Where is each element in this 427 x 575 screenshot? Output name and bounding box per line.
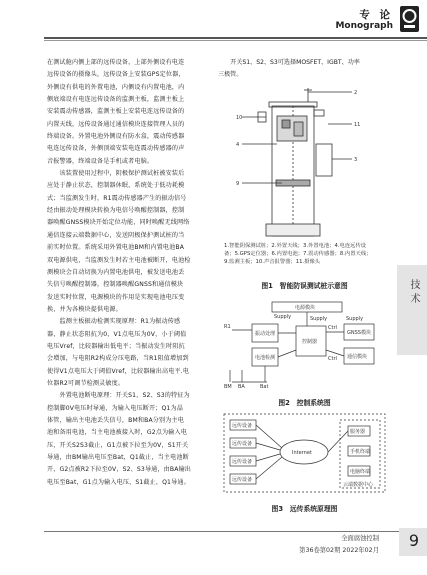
fig1-label-11: 11: [354, 122, 361, 128]
body-text-line: 监测主板振动检测实现原理：R1为振动传感: [47, 318, 181, 326]
fig1-label-2: 2: [354, 90, 358, 96]
fig1-label-10: 10: [236, 115, 243, 121]
fig2-ctrl-label: Ctrl: [328, 356, 337, 362]
fig2-battery-detect-label: 电池检测: [255, 355, 276, 361]
body-text-line: 式；当监测发生时，R1震动传感器产生的振动信号: [47, 194, 187, 202]
body-text-line: 前实时位置。系统采用外置电池BM和内置电池BA: [47, 244, 185, 252]
fig2-comm-label: 通信模块: [347, 354, 368, 360]
fig3-server-label: 服务器: [350, 429, 366, 435]
body-text-line: 侧底端设有电连远传设备的监测主板，监测主板上: [47, 96, 185, 104]
body-text-line: 换，并为各模块提供电源。: [47, 305, 122, 313]
figure-3-caption: 图3 远传系统原理图: [271, 505, 338, 513]
fig2-vibration-label: 振动处理: [255, 331, 276, 337]
body-text-line: 控制脚0V电压时导通，为输入电压断开；Q1为晶: [47, 404, 183, 412]
fig3-device-label: 远传设备: [232, 441, 253, 447]
footer-rule: [44, 531, 427, 532]
body-text-line: 使得V1点电压大于阈值Vref，比较器输出高电平.电: [47, 367, 190, 375]
body-text-line: 体管，输出主电池丢失信号，BM和BA分别为主电: [47, 416, 185, 424]
fig1-legend-line: 备；5.GPS定位器；6.内置电池；7.震动传感器；8.内置天线；: [224, 251, 372, 257]
body-text-line: 导通，由BM输出电压至Bat，Q1截止，当主电池断: [47, 454, 189, 461]
body-text-line: 双电源供电，当监测发生时若主电池被断开，电池检: [47, 256, 191, 264]
body-text-line: 失信号唤醒控制器，控制器唤醒GNSS和通信模块: [47, 281, 184, 289]
body-text-line: 该装置使用过程中，阴极保护测试桩被安装后: [47, 170, 185, 178]
body-text-line: 终端设备。外置电池外侧设有防水盒，震动传感器: [47, 133, 185, 141]
fig2-bm-label: BM: [224, 384, 232, 390]
fig1-label-9: 9: [236, 181, 240, 187]
body-text-line: 经由振动处理模块转换为电信号唤醒控制器，控制: [47, 207, 185, 215]
body-text-line: 会增加，与电阻R2构成分压电路，当R1阻值增加到: [47, 355, 189, 363]
fig3-device-label: 远传设备: [232, 423, 253, 429]
body-text-line: 发送实时位置，电源模块的作用是实现电池电压变: [47, 293, 185, 301]
fig1-label-3: 3: [354, 157, 358, 163]
figure-1-diagram: [222, 84, 387, 239]
fig2-ctrl-label: Ctrl: [328, 325, 337, 331]
fig1-label-4: 4: [236, 142, 240, 148]
body-text-line: 远传设备的摄像头，远传设备上安装GPS定位器，: [47, 71, 185, 79]
body-text-line: 电连远传设备，外侧顶端安装电连震动传感器的声: [47, 145, 185, 153]
fig3-cloud-label: 云端数据中心: [343, 482, 374, 488]
body-text-line: 压，开关S2S3截止，G1点被下拉至为0V，S1开关: [47, 441, 189, 449]
section-title-en: Monograph: [335, 21, 393, 31]
body-text-line: 开，G2点被R2下拉至0V，S2、S3导通，由BA输出: [47, 466, 192, 474]
fig2-ba-label: BA: [238, 384, 245, 390]
header-rule: [44, 37, 427, 39]
section-side-tab: [397, 265, 427, 355]
body-text-line: 器唤醒GNSS模块开始定位功能，同时唤醒无线网络: [47, 219, 190, 227]
figure-1-legend: [224, 242, 389, 266]
body-text-line: 通信连接云端数据中心，发送阴极保护测试桩的当: [47, 231, 185, 239]
body-text-line: 测模块会自动切换为内置电池供电，被发送电池丢: [47, 268, 185, 276]
figure-1-caption: 图1 智能防误测试桩示意图: [261, 282, 348, 290]
body-text-line: 外侧设有供电的外置电池，内侧设有内置电池，内: [47, 83, 185, 91]
fig2-supply-label: Supply: [310, 316, 328, 322]
body-text-line: 电压至Bat，G1点为输入电压，S1截止，Q1导通。: [47, 478, 190, 486]
body-text-line: 电压Vref，比较器输出低电平；当振动发生时阻抗: [47, 342, 185, 350]
page-number: 9: [408, 531, 419, 550]
figure-2-diagram: [222, 300, 387, 390]
body-text-line: 音报警器，终端设备是手机或者电脑。: [47, 157, 154, 165]
body-text-line: 池和备用电池，当主电池被接入时，G2点为输入电: [47, 429, 188, 437]
body-text-line: 位器R2可调节检测灵敏度。: [47, 379, 125, 387]
body-text-line: 外置电池断电原理：开关S1、S2、S3的特征为: [47, 392, 190, 400]
figure-3-diagram: [222, 412, 387, 494]
fig2-controller-label: 控制器: [302, 339, 318, 345]
fig2-power-label: 电源模块: [295, 305, 316, 311]
header-rule-thin: [44, 40, 427, 41]
fig3-phone-label: 手机终端: [350, 449, 371, 455]
body-text-line: 应处于静止状态，控制器休眠，系统处于低功耗模: [47, 182, 185, 190]
fig2-r1-label: R1: [224, 324, 231, 330]
figure-2-caption: 图2 控制系统图: [278, 399, 331, 407]
body-text-line: 内置天线，远传设备通过通信模块连接管理人员的: [47, 120, 185, 128]
body-text-line: 在测试舱内侧上部的远传设备，上部外侧设有电连: [47, 59, 185, 66]
fig2-supply-label: Supply: [274, 314, 292, 320]
side-tab-label: 技术: [408, 279, 419, 307]
fig3-internet-label: Internet: [292, 450, 312, 456]
fig2-supply-label: Supply: [346, 316, 364, 322]
fig1-legend-line: 1.智能阴保测试桩；2.外置天线；3.外置电池；4.电连远传设: [224, 243, 367, 249]
section-title-cn: 专 论: [359, 9, 393, 21]
fig3-device-label: 远传设备: [232, 459, 253, 465]
footer-issue: 第36卷第02期 2022年02月: [299, 547, 379, 554]
body-text-line: 开关S1、S2、S3可选择MOSFET、IGBT、功率: [218, 59, 360, 66]
fig2-bat-label: Bat: [260, 384, 269, 390]
fig2-gnss-label: GNSS模块: [347, 330, 371, 336]
body-text-line: 器，静止状态阻抗为0，V1点电压为0V，小于阈值: [47, 330, 187, 338]
right-column-intro: [218, 57, 383, 82]
fig1-legend-line: 9.监测主板；10.声音报警器；11.摄像头: [224, 259, 321, 265]
fig3-device-label: 远传设备: [232, 477, 253, 483]
journal-logo-icon: [400, 6, 419, 32]
body-text-line: 三极管。: [218, 71, 243, 79]
left-column-text: [47, 57, 212, 489]
fig3-pc-label: 电脑终端: [350, 469, 371, 475]
footer-journal-name: 全面腐蚀控制: [341, 535, 379, 542]
body-text-line: 安装震动传感器，监测主板上安装电连远传设备的: [47, 108, 185, 116]
